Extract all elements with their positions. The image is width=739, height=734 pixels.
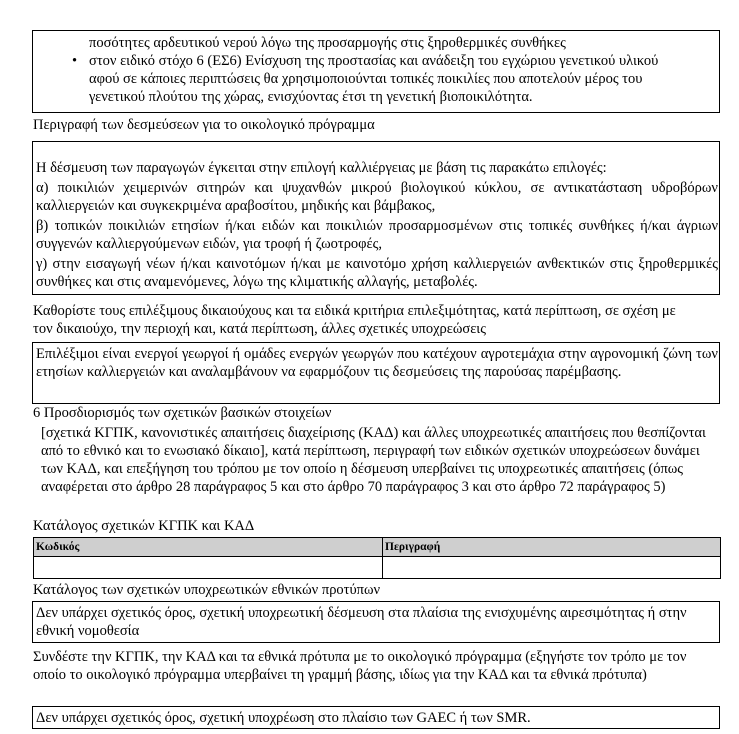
bullet-icon: •	[72, 53, 78, 69]
national-box	[32, 601, 720, 643]
beneficiaries-heading: Καθορίστε τους επιλέξιμους δικαιούχους και τα ειδικά κριτήρια επιλεξιμότητας, κατά περίπτωση, σε σχέση με τον δικαιούχο, την περιοχή και, κατά περίπτωση, άλλες σχετικές υποχρεώσεις	[33, 303, 676, 337]
table-cell-code	[34, 557, 383, 579]
link-heading: Συνδέστε την ΚΓΠΚ, την ΚΑΔ και τα εθνικά πρότυπα με το οικολογικό πρόγραμμα (εξηγήστε τον τρόπο με τον οποίο το οικολογικό πρόγραμμα υπερβαίνει τη γραμμή βάσης, ιδίως για την ΚΑΔ και τα εθνικά πρότυπα)	[33, 649, 687, 683]
commitments-intro: Η δέσμευση των παραγωγών έγκειται στην επιλογή καλλιέργειας με βάση τις παρακάτω επιλογές:	[36, 160, 607, 176]
commitments-heading: Περιγραφή των δεσμεύσεων για το οικολογικό πρόγραμμα	[33, 117, 375, 133]
beneficiaries-text: Επιλέξιμοι είναι ενεργοί γεωργοί ή ομάδες ενεργών γεωργών που κατέχουν αγροτεμάχια στην αγρονομική ζώνη των ετησίων καλλιεργειών και αναλαμβάνουν να εφαρμόζουν τις δεσμεύσεις της παρούσας παρέμβασης.	[36, 346, 718, 380]
top-box	[32, 30, 720, 113]
list-heading: Κατάλογος σχετικών ΚΓΠΚ και ΚΑΔ	[33, 518, 255, 534]
gaec-smr-table	[33, 537, 721, 579]
section6-heading: 6 Προσδιορισμός των σχετικών βασικών στοιχείων	[33, 405, 332, 421]
bullet-text: στον ειδικό στόχο 6 (ΕΣ6) Ενίσχυση της προστασίας και ανάδειξη του εγχώριου γενετικού υλικού αφού σε κάποιες περιπτώσεις θα χρησιμοποιούνται τοπικές ποικιλίες που αποτελούν μέρος του γενετικού πλούτου της χώρας, ενισχύοντας έτσι τη γενετική βιοποικιλότητα.	[89, 53, 659, 105]
table-header-code: Κωδικός	[34, 538, 383, 557]
commitment-option-b: β) τοπικών ποικιλιών ετησίων ή/και ειδών και ποικιλιών προσαρμοσμένων στις τοπικές συνθήκες ή/και άγριων συγγενών καλλιεργούμενων ειδών, για τροφή ή ζωοτροφές,	[36, 218, 718, 252]
table-row	[34, 557, 721, 579]
top-box-continuation: ποσότητες αρδευτικού νερού λόγω της προσαρμογής στις ξηροθερμικές συνθήκες	[89, 35, 566, 51]
commitment-option-c: γ) στην εισαγωγή νέων ή/και καινοτόμων ή/και με καινοτόμο χρήση καλλιεργειών ανθεκτικών στις ξηροθερμικές συνθήκες και στις αναμενόμενες, λόγω της κλιματικής αλλαγής, μεταβολές.	[36, 256, 718, 290]
link-box	[32, 706, 720, 729]
beneficiaries-box	[32, 342, 720, 404]
table-header-description: Περιγραφή	[383, 538, 721, 557]
national-text: Δεν υπάρχει σχετικός όρος, σχετική υποχρεωτική δέσμευση στα πλαίσια της ενισχυμένης αιρεσιμότητας ή στην εθνική νομοθεσία	[36, 605, 687, 639]
national-heading: Κατάλογος των σχετικών υποχρεωτικών εθνικών προτύπων	[33, 582, 381, 598]
link-text: Δεν υπάρχει σχετικός όρος, σχετική υποχρέωση στο πλαίσιο των GAEC ή των SMR.	[36, 710, 531, 726]
table-header-row	[34, 538, 721, 557]
bullet-list	[33, 52, 719, 106]
bullet-item	[72, 52, 689, 106]
commitments-box	[32, 141, 720, 295]
commitment-option-a: α) ποικιλιών χειμερινών σιτηρών και ψυχανθών μικρού βιολογικού κύκλου, σε αντικατάσταση υδροβόρων καλλιεργειών και συγκεκριμένα αραβοσίτου, μηδικής και βάμβακος,	[36, 180, 718, 214]
section6-text: [σχετικά ΚΓΠΚ, κανονιστικές απαιτήσεις διαχείρισης (ΚΑΔ) και άλλες υποχρεωτικές απαιτήσεις που θεσπίζονται από το εθνικό και το ενωσιακό δίκαιο], κατά περίπτωση, περιγραφή των ειδικών σχετικών υποχρεώσεων δυνάμει των ΚΑΔ, και επεξήγηση του τρόπου με τον οποίο η δέσμευση υπερβαίνει τις υποχρεωτικές απαιτήσεις (όπως αναφέρεται στο άρθρο 28 παράγραφος 5 και στο άρθρο 70 παράγραφος 3 και στο άρθρο 72 παράγραφος 5)	[41, 425, 706, 495]
table-cell-description	[383, 557, 721, 579]
